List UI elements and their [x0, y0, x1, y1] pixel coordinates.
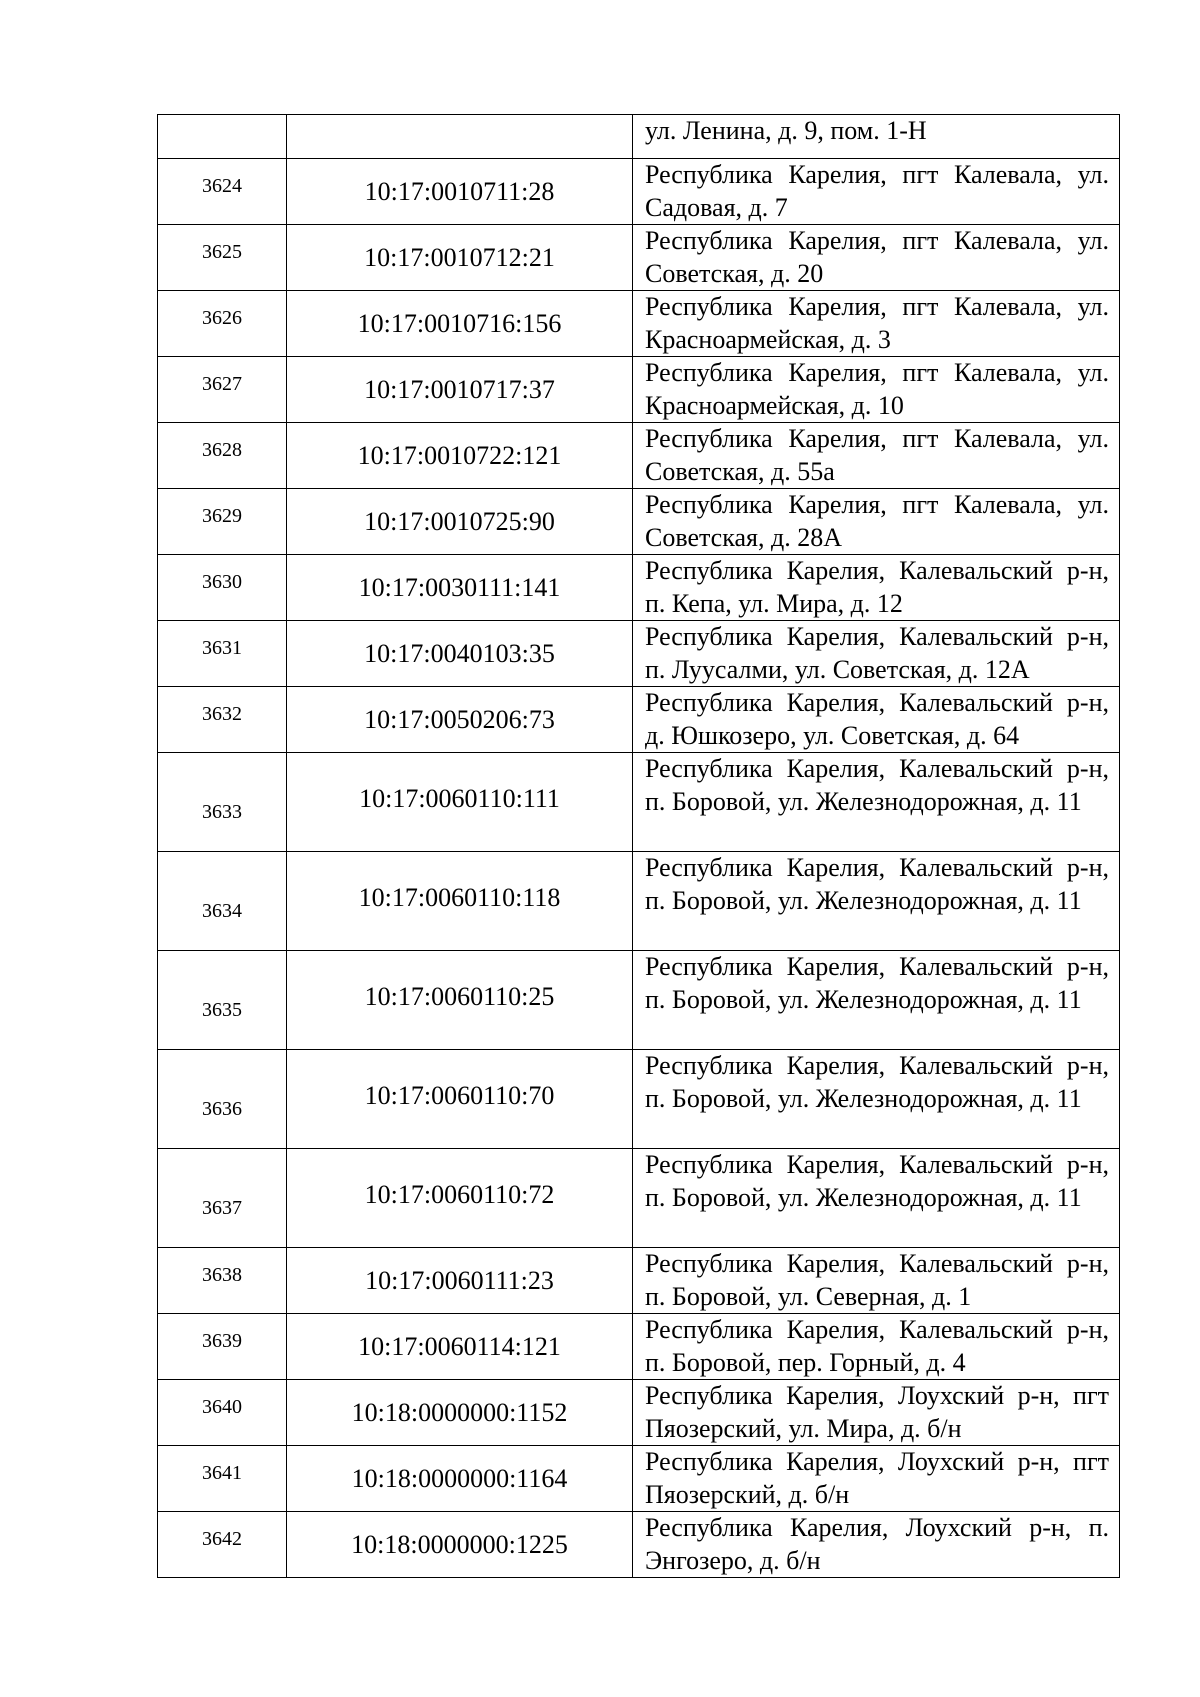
table-row — [158, 1149, 1120, 1248]
property-registry-table — [157, 114, 1120, 1578]
table-row — [158, 555, 1120, 621]
row-number-cell: 3635 — [158, 951, 287, 1050]
address-text: Республика Карелия, Калевальский р-н, п. Боровой, ул. Железнодорожная, д. 11 — [645, 1051, 1109, 1113]
address-text: Республика Карелия, Калевальский р-н, п. Боровой, ул. Железнодорожная, д. 11 — [645, 853, 1109, 915]
address-text: Республика Карелия, Калевальский р-н, п. Кепа, ул. Мира, д. 12 — [645, 556, 1109, 618]
table-row — [158, 621, 1120, 687]
cadastral-number-cell: 10:17:0060110:111 — [287, 753, 633, 852]
cadastral-number-cell: 10:17:0010725:90 — [287, 489, 633, 555]
table-row — [158, 489, 1120, 555]
row-number-cell: 3628 — [158, 423, 287, 489]
row-number-cell: 3629 — [158, 489, 287, 555]
row-number-cell: 3636 — [158, 1050, 287, 1149]
address-text: Республика Карелия, пгт Калевала, ул. Советская, д. 55а — [645, 424, 1109, 486]
row-number-cell: 3624 — [158, 159, 287, 225]
row-number-cell: 3638 — [158, 1248, 287, 1314]
address-cell — [633, 1050, 1120, 1149]
cadastral-number-cell: 10:17:0060111:23 — [287, 1248, 633, 1314]
address-cell — [633, 621, 1120, 687]
address-cell — [633, 753, 1120, 852]
address-cell — [633, 951, 1120, 1050]
address-text: Республика Карелия, Лоухский р-н, пгт Пяозерский, д. б/н — [645, 1447, 1109, 1509]
table-row — [158, 1446, 1120, 1512]
row-number-cell: 3641 — [158, 1446, 287, 1512]
table-row — [158, 951, 1120, 1050]
address-text: Республика Карелия, пгт Калевала, ул. Советская, д. 20 — [645, 226, 1109, 288]
cadastral-number-cell: 10:17:0030111:141 — [287, 555, 633, 621]
table-row — [158, 423, 1120, 489]
address-text: Республика Карелия, Калевальский р-н, д. Юшкозеро, ул. Советская, д. 64 — [645, 688, 1109, 750]
address-cell — [633, 1248, 1120, 1314]
cadastral-number-cell: 10:18:0000000:1225 — [287, 1512, 633, 1578]
row-number-cell: 3630 — [158, 555, 287, 621]
address-text: Республика Карелия, Калевальский р-н, п. Боровой, пер. Горный, д. 4 — [645, 1315, 1109, 1377]
address-cell — [633, 852, 1120, 951]
address-text: ул. Ленина, д. 9, пом. 1-Н — [645, 116, 927, 145]
address-cell — [633, 159, 1120, 225]
table-row — [158, 1248, 1120, 1314]
address-text: Республика Карелия, Калевальский р-н, п. Боровой, ул. Железнодорожная, д. 11 — [645, 952, 1109, 1014]
table-row — [158, 357, 1120, 423]
address-cell — [633, 1512, 1120, 1578]
cadastral-number-cell: 10:18:0000000:1164 — [287, 1446, 633, 1512]
row-number-cell: 3639 — [158, 1314, 287, 1380]
address-text: Республика Карелия, пгт Калевала, ул. Советская, д. 28А — [645, 490, 1109, 552]
cadastral-number-cell: 10:17:0060110:72 — [287, 1149, 633, 1248]
cadastral-number-cell: 10:17:0060114:121 — [287, 1314, 633, 1380]
cadastral-number-cell: 10:17:0050206:73 — [287, 687, 633, 753]
cadastral-number-cell: 10:17:0060110:70 — [287, 1050, 633, 1149]
address-text: Республика Карелия, Калевальский р-н, п. Луусалми, ул. Советская, д. 12А — [645, 622, 1109, 684]
cadastral-number-cell: 10:17:0010717:37 — [287, 357, 633, 423]
row-number-cell: 3625 — [158, 225, 287, 291]
address-cell — [633, 357, 1120, 423]
cadastral-number-cell: 10:17:0010722:121 — [287, 423, 633, 489]
table-row — [158, 1512, 1120, 1578]
address-text: Республика Карелия, Лоухский р-н, п. Энгозеро, д. б/н — [645, 1513, 1109, 1575]
row-number-cell: 3627 — [158, 357, 287, 423]
table-row — [158, 225, 1120, 291]
address-cell — [633, 1314, 1120, 1380]
registry-table-body — [158, 115, 1120, 1578]
address-cell — [633, 115, 1120, 159]
address-cell — [633, 423, 1120, 489]
address-text: Республика Карелия, Калевальский р-н, п. Боровой, ул. Северная, д. 1 — [645, 1249, 1109, 1311]
cadastral-number-cell: 10:17:0060110:25 — [287, 951, 633, 1050]
address-text: Республика Карелия, пгт Калевала, ул. Красноармейская, д. 3 — [645, 292, 1109, 354]
address-cell — [633, 1446, 1120, 1512]
address-cell — [633, 489, 1120, 555]
row-number-cell: 3633 — [158, 753, 287, 852]
cadastral-number-cell: 10:17:0010716:156 — [287, 291, 633, 357]
row-number-cell: 3626 — [158, 291, 287, 357]
table-row — [158, 1314, 1120, 1380]
address-text: Республика Карелия, Калевальский р-н, п. Боровой, ул. Железнодорожная, д. 11 — [645, 754, 1109, 816]
address-cell — [633, 555, 1120, 621]
cadastral-number-cell: 10:17:0040103:35 — [287, 621, 633, 687]
table-row — [158, 115, 1120, 159]
row-number-cell: 3631 — [158, 621, 287, 687]
address-cell — [633, 1380, 1120, 1446]
address-text: Республика Карелия, Лоухский р-н, пгт Пяозерский, ул. Мира, д. б/н — [645, 1381, 1109, 1443]
row-number-cell: 3637 — [158, 1149, 287, 1248]
row-number-cell: 3634 — [158, 852, 287, 951]
row-number-cell: 3640 — [158, 1380, 287, 1446]
cadastral-number-cell: 10:18:0000000:1152 — [287, 1380, 633, 1446]
table-row — [158, 753, 1120, 852]
cadastral-number-cell — [287, 115, 633, 159]
table-row — [158, 291, 1120, 357]
cadastral-number-cell: 10:17:0010711:28 — [287, 159, 633, 225]
table-row — [158, 159, 1120, 225]
address-text: Республика Карелия, пгт Калевала, ул. Красноармейская, д. 10 — [645, 358, 1109, 420]
table-row — [158, 852, 1120, 951]
address-cell — [633, 687, 1120, 753]
row-number-cell — [158, 115, 287, 159]
table-row — [158, 1050, 1120, 1149]
cadastral-number-cell: 10:17:0060110:118 — [287, 852, 633, 951]
address-cell — [633, 1149, 1120, 1248]
row-number-cell: 3642 — [158, 1512, 287, 1578]
table-row — [158, 687, 1120, 753]
cadastral-number-cell: 10:17:0010712:21 — [287, 225, 633, 291]
row-number-cell: 3632 — [158, 687, 287, 753]
table-row — [158, 1380, 1120, 1446]
address-text: Республика Карелия, Калевальский р-н, п. Боровой, ул. Железнодорожная, д. 11 — [645, 1150, 1109, 1212]
address-text: Республика Карелия, пгт Калевала, ул. Садовая, д. 7 — [645, 160, 1109, 222]
address-cell — [633, 225, 1120, 291]
address-cell — [633, 291, 1120, 357]
